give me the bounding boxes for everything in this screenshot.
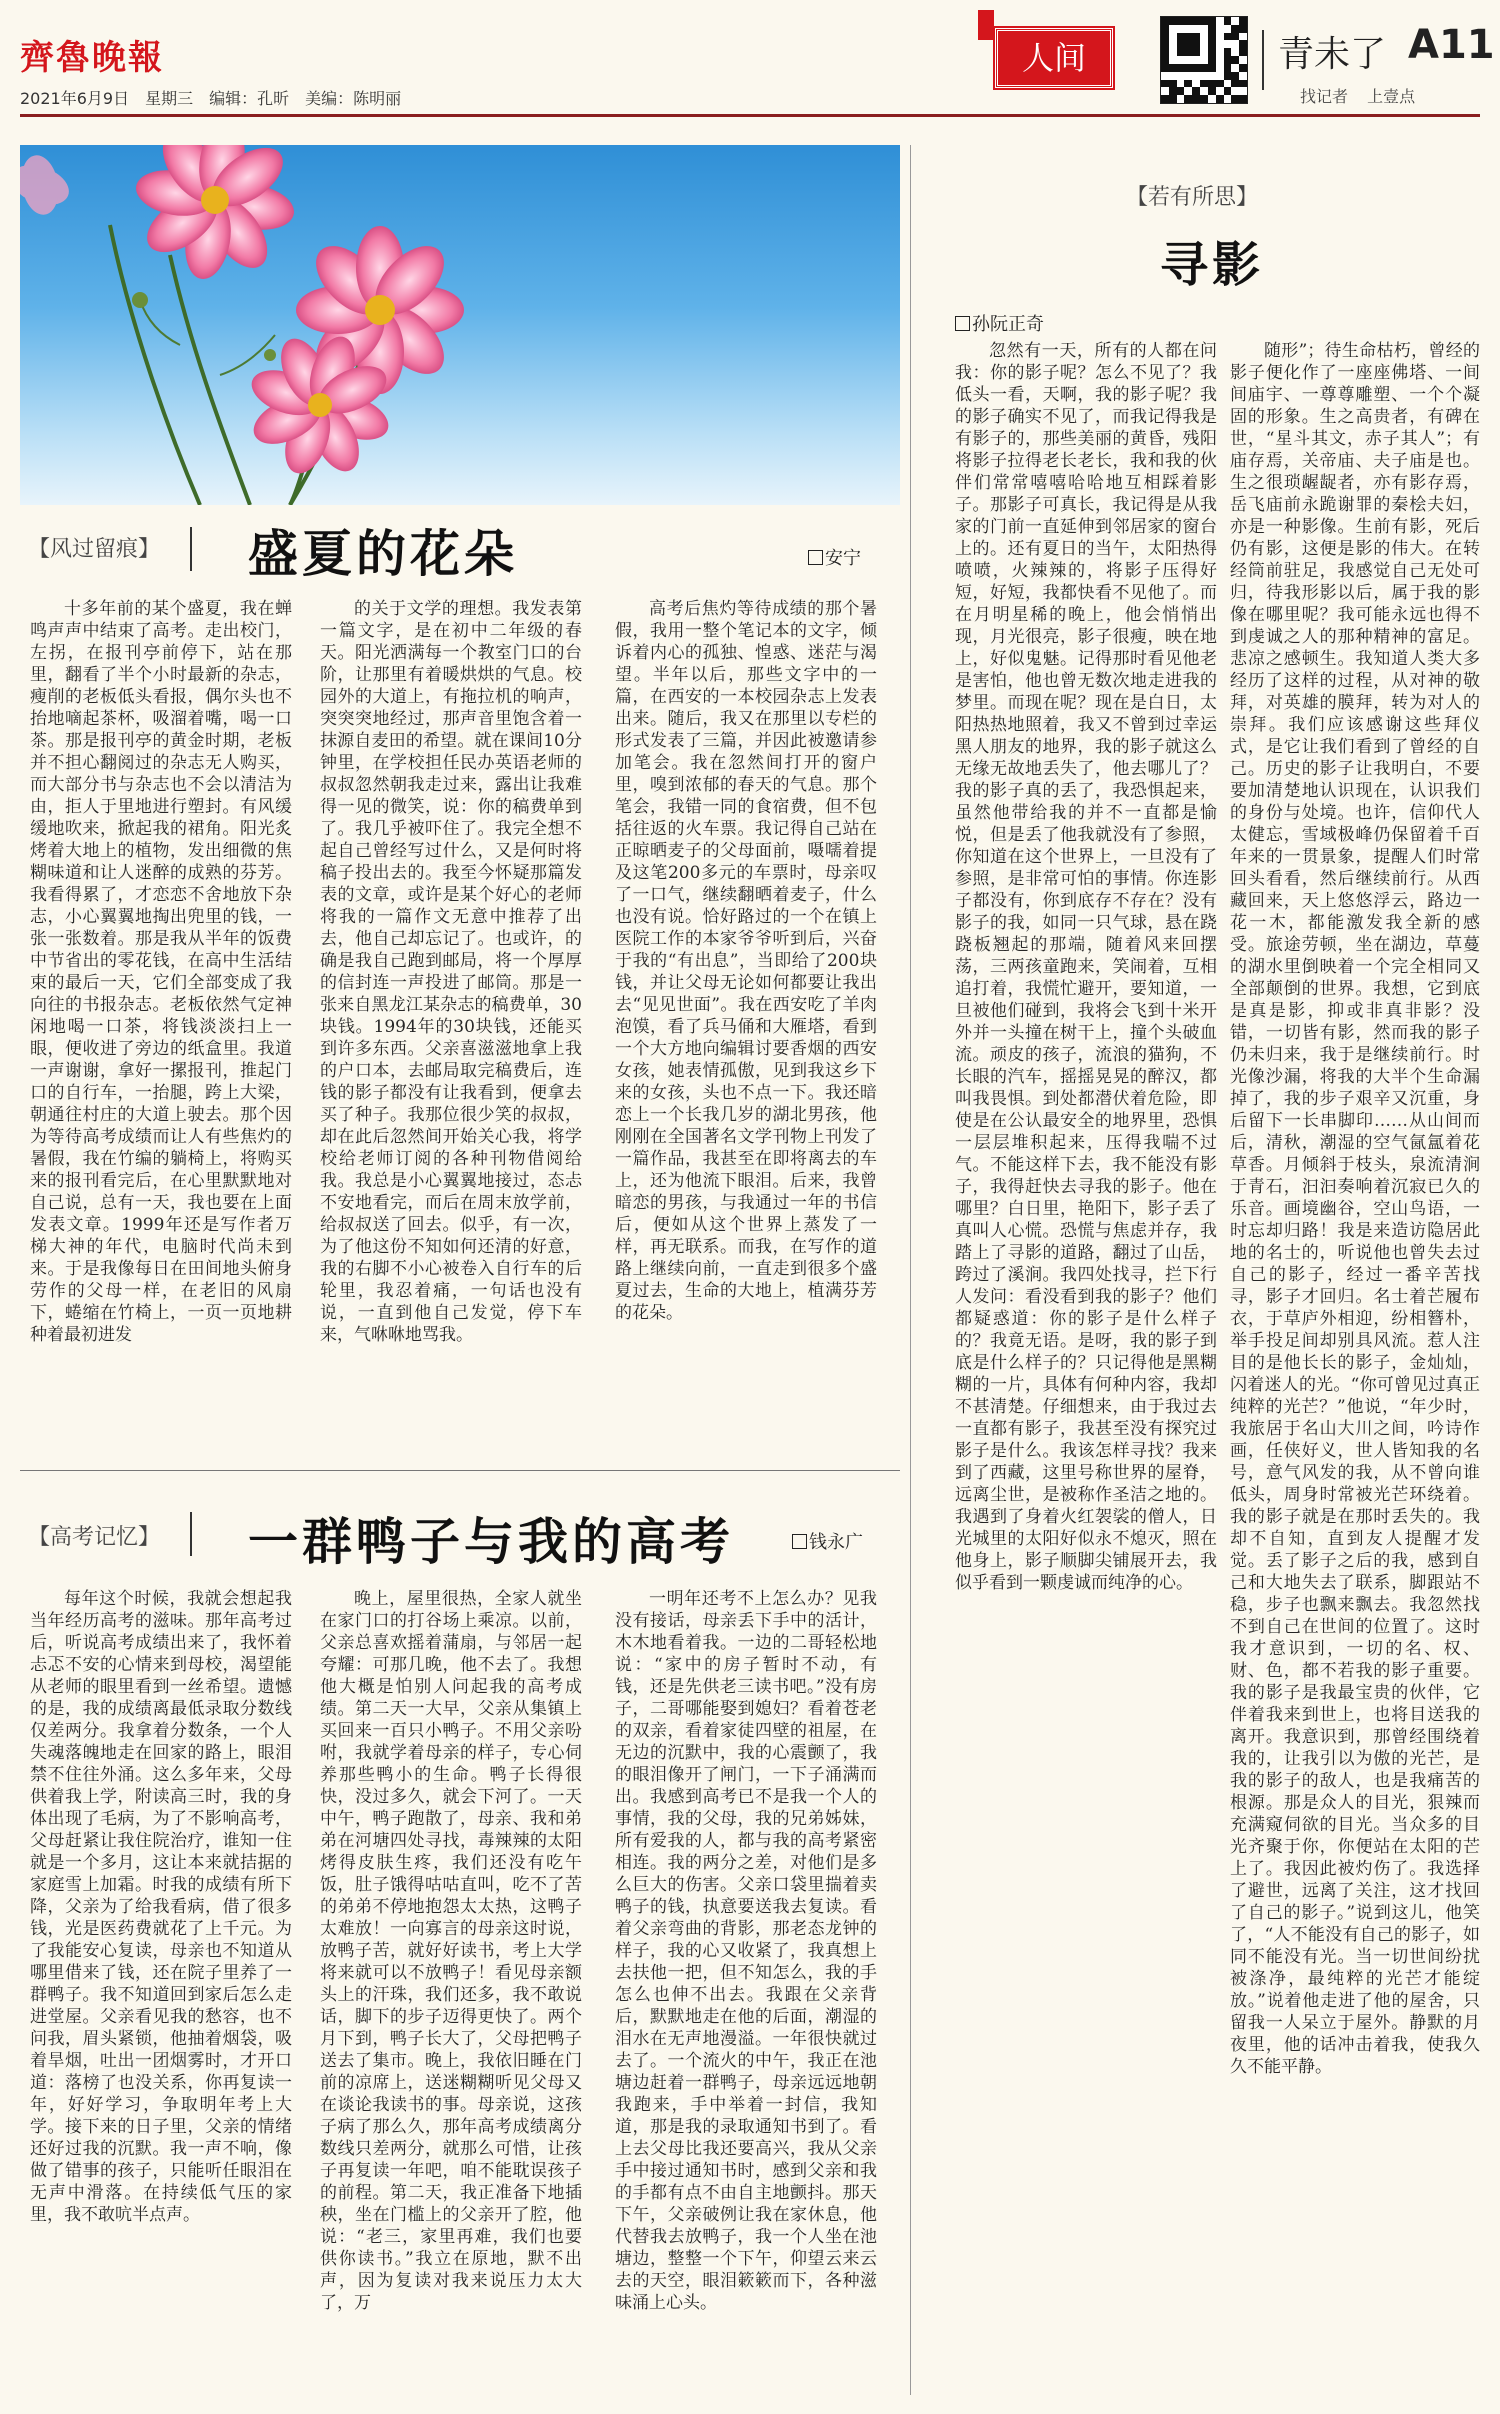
summer-label-divider xyxy=(190,527,192,571)
ducks-column-label: 【高考记忆】 xyxy=(28,1525,161,1550)
ducks-col-3: 一明年还考不上怎么办？见我没有接话，母亲丢下手中的活计，木木地看着我。一边的二哥轻松地说：“家中的房子暂时不动，有钱，还是先供老三读书吧。”没有房子，二哥哪能娶到媳妇？看着苍老的双亲，看着家徒四壁的祖屋，在无边的沉默中，我的心震颤了，我的眼泪像开了闸门，一下子涌满而出。我感到高考已不是我一个人的事情，我的父母，我的兄弟姊妹，所有爱我的人，都与我的高考紧密相连。我的两分之差，对他们是多么巨大的伤害。父亲口袋里揣着卖鸭子的钱，执意要送我去复读。看着父亲弯曲的背影，那老态龙钟的样子，我的心又收紧了，我真想上去扶他一把，但不知怎么，我的手怎么也伸不出去。我跟在父亲背后，默默地走在他的后面，潮湿的泪水在无声地漫溢。一年很快就过去了。一个流火的中午，我正在池塘边赶着一群鸭子，母亲远远地朝我跑来，手中举着一封信，我知道，那是我的录取通知书到了。看上去父母比我还要高兴，我从父亲手中接过通知书时，感到父亲和我的手都有点不由自主地颤抖。那天下午，父亲破例让我在家休息，他代替我去放鸭子，我一个人坐在池塘边，整整一个下午，仰望云来云去的天空，眼泪簌簌而下，各种滋味涌上心头。 xyxy=(615,1589,877,2313)
section-tab: 人间 xyxy=(995,28,1113,88)
author-box-icon xyxy=(955,316,970,331)
cosmos-flower-photo xyxy=(20,145,900,505)
ducks-col-2: 晚上，屋里很热，全家人就坐在家门口的打谷场上乘凉。以前，父亲总喜欢摇着蒲扇，与邻居一起夸耀：可那几晚，他不去了。我想他大概是怕别人问起我的高考成绩。第二天一大早，父亲从集镇上买回来一百只小鸭子。不用父亲吩咐，我就学着母亲的样子，专心伺养那些鸭小的生命。鸭子长得很快，没过多久，就会下河了。一天中午，鸭子跑散了，母亲、我和弟弟在河塘四处寻找，毒辣辣的太阳烤得皮肤生疼，我们还没有吃午饭，肚子饿得咕咕直叫，吃不了苦的弟弟不停地抱怨太太热，这鸭子太难放！一向寡言的母亲这时说，放鸭子苦，就好好读书，考上大学将来就可以不放鸭子！看见母亲额头上的汗珠，我们还多，我不敢说话，脚下的步子迈得更快了。两个月下到，鸭子长大了，父母把鸭子送去了集市。晚上，我依旧睡在门前的凉席上，送迷糊糊听见父母又在谈论我读书的事。母亲说，这孩子病了那么久，那年高考成绩离分数线只差两分，就那么可惜，让孩子再复读一年吧，咱不能耽误孩子的前程。第二天，我正准备下地插秧，坐在门槛上的父亲开了腔，他说：“老三，家里再难，我们也要供你读书。”我立在原地，默不出声，因为复读对我来说压力太大了，万 xyxy=(320,1589,582,2313)
ducks-col-1: 每年这个时候，我就会想起我当年经历高考的滋味。那年高考过后，听说高考成绩出来了，我怀着忐忑不安的心情来到母校，渴望能从老师的眼里看到一丝希望。遗憾的是，我的成绩离最低录取分数线仅差两分。我拿着分数条，一个人失魂落魄地走在回家的路上，眼泪禁不住往外涌。这么多年来，父母供着我上学，附读高三时，我的身体出现了毛病，为了不影响高考，父母赶紧让我住院治疗，谁知一住就是一个多月，这让本来就拮据的家庭雪上加霜。时我的成绩有所下降，父亲为了给我看病，借了很多钱，光是医药费就花了上千元。为了我能安心复读，母亲也不知道从哪里借来了钱，还在院子里养了一群鸭子。我不知道回到家后怎么走进堂屋。父亲看见我的愁容，也不问我，眉头紧锁，他抽着烟袋，吸着旱烟，吐出一团烟雾时，才开口道：落榜了也没关系，你再复读一年，好好学习，争取明年考上大学。接下来的日子里，父亲的情绪还好过我的沉默。我一声不响，像做了错事的孩子，只能听任眼泪在无声中滑落。在持续低气压的家里，我不敢吭半点声。 xyxy=(30,1589,292,2225)
masthead-logo: 齊魯晚報 xyxy=(20,38,164,78)
shadow-col-1: 忽然有一天，所有的人都在问我：你的影子呢？怎么不见了？我低头一看，天啊，我的影子呢？我的影子确实不见了，而我记得我是有影子的，那些美丽的黄昏，残阳将影子拉得老长老长，我和我的伙伴们常常嘻嘻哈哈地互相踩着影子。那影子可真长，我记得是从我家的门前一直延伸到邻居家的窗台上的。还有夏日的当午，太阳热得喷喷，火辣辣的，将影子压得好短，好短，我都快看不见他了。而在月明星稀的晚上，他会悄悄出现，月光很亮，影子很瘦，映在地上，好似鬼魅。记得那时看见他老是害怕，他也曾无数次地走进我的梦里。而现在呢？现在是白日，太阳热热地照着，我又不曾到过幸运黑人朋友的地界，我的影子就这么无缘无故地丢失了，他去哪儿了？我的影子真的丢了，我恐惧起来，虽然他带给我的并不一直都是愉悦，但是丢了他我就没有了参照，你知道在这个世界上，一旦没有了参照，是非常可怕的事情。你连影子都没有，你到底存不存在？没有影子的我，如同一只气球，悬在跷跷板翘起的那端，随着风来回摆荡，三两孩童跑来，笑闹着，互相追打着，我慌忙避开，要知道，一旦被他们碰到，我将会飞到十米开外并一头撞在树干上，撞个头破血流。顽皮的孩子，流浪的猫狗，不长眼的汽车，摇摇晃晃的醉汉，都叫我畏惧。到处都潜伏着危险，即使是在公认最安全的地界里，恐惧一层层堆积起来，压得我喘不过气。不能这样下去，我不能没有影子，我得赶快去寻我的影子。他在哪里？白日里，艳阳下，影子丢了真叫人心慌。恐慌与焦虑并存，我踏上了寻影的道路，翻过了山岳，跨过了溪涧。我四处找寻，拦下行人发问：看没看到我的影子？他们都疑惑道：你的影子是什么样子的？我竟无语。是呀，我的影子到底是什么样子的？只记得他是黑糊糊的一片，具体有何种内容，我却不甚清楚。仔细想来，由于我过去一直都有影子，我甚至没有探究过影子是什么。我该怎样寻找？我来到了西藏，这里号称世界的屋脊，远离尘世，是被称作圣洁之地的。我遇到了身着火红袈裟的僧人，日光城里的太阳好似永不熄灭，照在他身上，影子顺脚尖铺展开去，我似乎看到一颗虔诚而纯净的心。 xyxy=(955,341,1217,1593)
author-box-icon xyxy=(792,1534,807,1549)
summer-title: 盛夏的花朵 xyxy=(248,525,518,583)
summer-column-label: 【风过留痕】 xyxy=(28,537,161,562)
header-divider xyxy=(1262,30,1264,90)
shadow-title: 寻影 xyxy=(1160,237,1265,293)
reporter-slogan: 找记者 上壹点 xyxy=(1300,87,1416,106)
summer-col-3: 高考后焦灼等待成绩的那个暑假，我用一整个笔记本的文字，倾诉着内心的孤独、惶惑、迷茫与渴望。半年以后，那些文字中的一篇，在西安的一本校园杂志上发表出来。随后，我又在那里以专栏的形式发表了三篇，并因此被邀请参加笔会。我在忽然间打开的窗户里，嗅到浓郁的春天的气息。那个笔会，我错一同的食宿费，但不包括往返的火车票。我记得自己站在正晾晒麦子的父母面前，嗫嚅着提及这笔200多元的车票时，母亲叹了一口气，继续翻晒着麦子，什么也没有说。恰好路过的一个在镇上医院工作的本家爷爷听到后，兴奋于我的“有出息”，当即给了200块钱，并让父母无论如何都要让我出去“见见世面”。我在西安吃了羊肉泡馍，看了兵马俑和大雁塔，看到一个大方地向编辑讨要香烟的西安女孩，她表情孤傲，见到我这乡下来的女孩，头也不点一下。我还暗恋上一个长我几岁的湖北男孩，他刚刚在全国著名文学刊物上刊发了一篇作品，我甚至在即将离去的车上，还为他流下眼泪。后来，我曾暗恋的男孩，与我通过一年的书信后，便如从这个世界上蒸发了一样，再无联系。而我，在写作的道路上继续向前，一直走到很多个盛夏过去，生命的大地上，植满芬芳的花朵。 xyxy=(615,599,877,1323)
section-tab-marker xyxy=(978,10,994,40)
summer-col-1: 十多年前的某个盛夏，我在蝉鸣声声中结束了高考。走出校门，左拐，在报刊亭前停下，站在那里，翻看了半个小时最新的杂志，瘦削的老板低头看报，偶尔头也不抬地嘀起茶杯，吸溜着嘴，喝一口茶。那是报刊亭的黄金时期，老板并不担心翻阅过的杂志无人购买，而大部分书与杂志也不会以清洁为由，拒人于里地进行塑封。有风缓缓地吹来，掀起我的裙角。阳光炙烤着大地上的植物，发出细微的焦糊味道和让人迷醉的成熟的芬芳。我看得累了，才恋恋不舍地放下杂志，小心翼翼地掏出兜里的钱，一张一张数着。那是我从半年的饭费中节省出的零花钱，在高中生活结束的最后一天，它们全部变成了我向往的书报杂志。老板依然气定神闲地喝一口茶，将钱淡淡扫上一眼，便收进了旁边的纸盒里。我道一声谢谢，拿好一摞报刊，推起门口的自行车，一抬腿，跨上大梁，朝通往村庄的大道上驶去。那个因为等待高考成绩而让人有些焦灼的暑假，我在竹编的躺椅上，将购买来的报刊看完后，在心里默默地对自己说，总有一天，我也要在上面发表文章。1999年还是写作者万梯大神的年代，电脑时代尚未到来。于是我像每日在田间地头俯身劳作的父母一样，在老旧的风扇下，蜷缩在竹椅上，一页一页地耕种着最初进发 xyxy=(30,599,292,1345)
ducks-title: 一群鸭子与我的高考 xyxy=(248,1513,734,1571)
ducks-label-divider xyxy=(190,1512,192,1556)
qr-code-icon[interactable] xyxy=(1160,16,1248,104)
article-divider xyxy=(20,1470,900,1471)
summer-author: 安宁 xyxy=(808,544,861,570)
date-editor-line: 2021年6月9日 星期三 编辑：孔昕 美编：陈明丽 xyxy=(20,89,402,108)
ducks-author: 钱永广 xyxy=(792,1528,863,1554)
section-name: 青未了 xyxy=(1278,34,1387,75)
summer-col-2: 的关于文学的理想。我发表第一篇文字，是在初中二年级的春天。阳光洒满每一个教室门口的台阶，让那里有着暖烘烘的气息。校园外的大道上，有拖拉机的响声，突突突地经过，那声音里饱含着一抹源自麦田的希望。就在课间10分钟里，在学校担任民办英语老师的叔叔忽然朝我走过来，露出让我难得一见的微笑，说：你的稿费单到了。我几乎被吓住了。我完全想不起自己曾经写过什么，又是何时将稿子投出去的。我至今怀疑那篇发表的文章，或许是某个好心的老师将我的一篇作文无意中推荐了出去，他自己却忘记了。也或许，的确是我自己跑到邮局，将一个厚厚的信封连一声投进了邮筒。那是一张来自黑龙江某杂志的稿费单，30块钱。1994年的30块钱，还能买到许多东西。父亲喜滋滋地拿上我的户口本，去邮局取完稿费后，连钱的影子都没有让我看到，便拿去买了种子。我那位很少笑的叔叔，却在此后忽然间开始关心我，将学校给老师订阅的各种刊物借阅给我。我总是小心翼翼地接过，态忐不安地看完，而后在周末放学前，给叔叔送了回去。似乎，有一次，为了他这份不知如何还清的好意，我的右脚不小心被卷入自行车的后轮里，我忍着痛，一句话也没有说，一直到他自己发觉，停下车来，气咻咻地骂我。 xyxy=(320,599,582,1345)
header-rule xyxy=(20,114,1480,117)
shadow-column-label: 【若有所思】 xyxy=(1126,185,1259,210)
page-number: A11 xyxy=(1408,22,1495,68)
author-box-icon xyxy=(808,550,823,565)
shadow-col-2: 随形”；待生命枯朽，曾经的影子便化作了一座座佛塔、一间间庙宇、一尊尊雕塑、一个个凝固的形象。生之高贵者，有碑在世，“星斗其文，赤子其人”；有庙存焉，关帝庙、夫子庙是也。生之很琐龌龊者，亦有影存焉，岳飞庙前永跪谢罪的秦桧夫妇，亦是一种影像。生前有影，死后仍有影，这便是影的伟大。在转经筒前驻足，我感觉自己无处可归，待我形影以后，属于我的影像在哪里呢？我可能永远也得不到虔诚之人的那种精神的富足。悲凉之感顿生。我知道人类大多经历了这样的过程，从对神的敬拜，对英雄的膜拜，转为对人的崇拜。我们应该感谢这些拜仪式，是它让我们看到了曾经的自己。历史的影子让我明白，不要要加清楚地认识现在，认识我们的身份与处境。也许，信仰代人太健忘，雪域极峰仍保留着千百年来的一贯景象，提醒人们时常回头看看，然后继续前行。从西藏回来，天上悠悠浮云，路边一花一木，都能激发我全新的感受。旅途劳顿，坐在湖边，草蔓的湖水里倒映着一个完全相同又全部颠倒的世界。我想，它到底是真是影，抑或非真非影？没错，一切皆有影，然而我的影子仍未归来，我于是继续前行。时光像沙漏，将我的大半个生命漏掉了，我的步子艰辛又沉重，身后留下一长串脚印……从山间而后，清秋，潮湿的空气氤氲着花草香。月倾斜于枝头，泉流清涧于青石，汩汩奏响着沉寂已久的乐音。画境幽谷，空山鸟语，一时忘却归路！我是来造访隐居此地的名士的，听说他也曾失去过自己的影子，经过一番辛苦找寻，影子才回归。名士着芒履布衣，于草庐外相迎，纷相簪朴，举手投足间却别具风流。惹人注目的是他长长的影子，金灿灿，闪着迷人的光。“你可曾见过真正纯粹的光芒？”他说，“年少时，我旅居于名山大川之间，吟诗作画，任侠好义，世人皆知我的名号，意气风发的我，从不曾向谁低头，周身时常被光芒环绕着。我的影子就是在那时丢失的。我却不自知，直到友人提醒才发觉。丢了影子之后的我，感到自己和大地失去了联系，脚跟站不稳，步子也飘来飘去。我忽然找不到自己在世间的位置了。这时我才意识到，一切的名、权、财、色，都不若我的影子重要。我的影子是我最宝贵的伙伴，它伴着我来到世上，也将目送我的离开。我意识到，那曾经围绕着我的，让我引以为傲的光芒，是我的影子的敌人，也是我痛苦的根源。那是众人的目光，狠辣而充满窥伺欲的目光。当众多的目光齐聚于你，你便站在太阳的芒上了。我因此被灼伤了。我选择了避世，远离了关注，这才找回了自己的影子。”说到这儿，他笑了，“人不能没有自己的影子，如同不能没有光。当一切世间纷扰被涤净，最纯粹的光芒才能绽放。”说着他走进了他的屋舍，只留我一人呆立于屋外。静默的月夜里，他的话冲击着我，使我久久不能平静。 xyxy=(1230,341,1480,2077)
shadow-author: 孙阮正奇 xyxy=(955,310,1044,336)
page-column-divider xyxy=(910,145,911,2395)
